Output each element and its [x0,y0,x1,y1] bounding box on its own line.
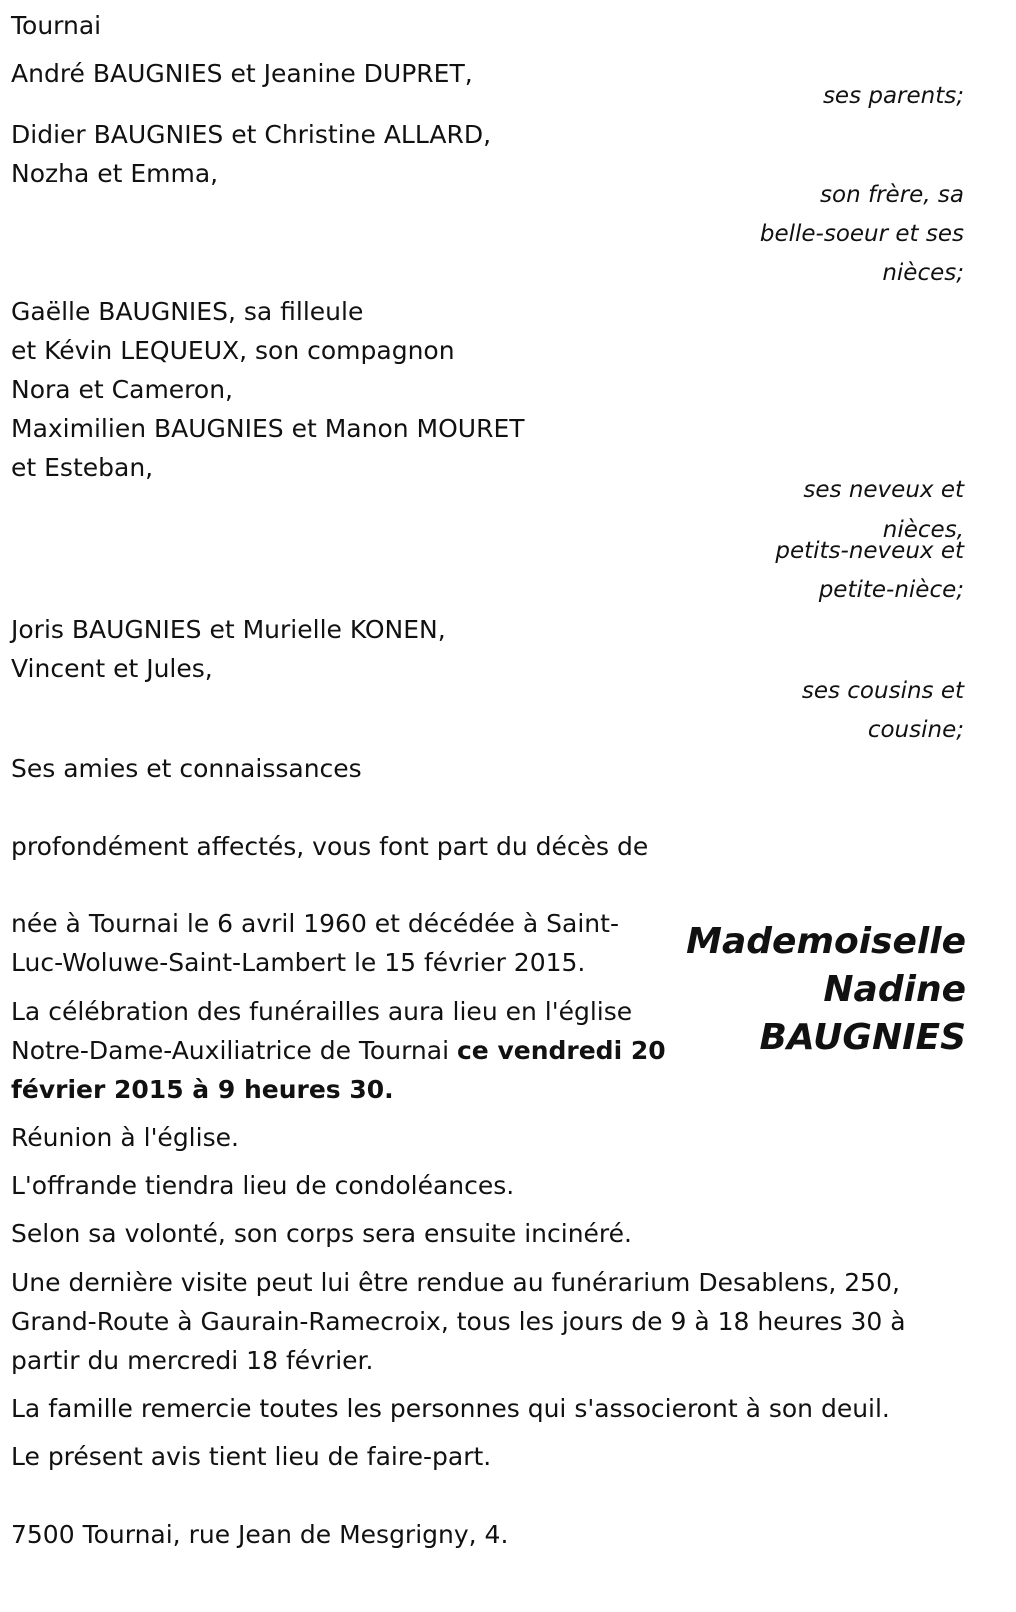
nephews-name-3: Nora et Cameron, [11,375,233,404]
ceremony-line-1: La célébration des funérailles aura lieu en l'église [11,997,633,1026]
deceased-first-name: Nadine [823,969,966,1010]
meeting-line: Réunion à l'église. [11,1123,239,1152]
nephews-relation-2: nièces, [882,517,964,543]
offering-line: L'offrande tiendra lieu de condoléances. [11,1171,515,1200]
siblings-name-2: Nozha et Emma, [11,159,219,188]
deceased-last-name: BAUGNIES [759,1017,966,1058]
deceased-name [666,918,966,1062]
visit-line-2: Grand-Route à Gaurain-Ramecroix, tous les jours de 9 à 18 heures 30 à [11,1307,906,1336]
nephews-name-4: Maximilien BAUGNIES et Manon MOURET [11,414,525,443]
thanks-line: La famille remercie toutes les personnes qui s'associeront à son deuil. [11,1394,890,1423]
ceremony-date-part-1: ce vendredi 20 [456,1036,666,1065]
announcement: profondément affectés, vous font part du décès de [11,832,649,861]
cremation-line: Selon sa volonté, son corps sera ensuite incinéré. [11,1219,632,1248]
siblings-name-1: Didier BAUGNIES et Christine ALLARD, [11,120,492,149]
siblings-relation-1: son frère, sa [820,182,964,208]
address-line: 7500 Tournai, rue Jean de Mesgrigny, 4. [11,1520,509,1549]
nephews-relation-3: petits-neveux et [775,538,964,564]
birth-death-line-1: née à Tournai le 6 avril 1960 et décédée à Saint- [11,909,619,938]
visit-line-1: Une dernière visite peut lui être rendue au funérarium Desablens, 250, [11,1268,900,1297]
ceremony-church: Notre-Dame-Auxiliatrice de Tournai [11,1036,457,1065]
nephews-name-1: Gaëlle BAUGNIES, sa filleule [11,297,364,326]
friends-line: Ses amies et connaissances [11,754,362,783]
visit-line-3: partir du mercredi 18 février. [11,1346,374,1375]
siblings-relation-3: nièces; [882,260,964,286]
cousins-relation-2: cousine; [867,717,964,743]
ceremony-line-2 [11,1031,666,1070]
cousins-relation-1: ses cousins et [801,678,964,704]
deceased-title: Mademoiselle [686,921,966,962]
nephews-relation-1: ses neveux et [803,477,964,503]
siblings-relation-2: belle-soeur et ses [759,221,964,247]
ceremony-date-part-2: février 2015 à 9 heures 30. [11,1075,394,1104]
cousins-name-1: Joris BAUGNIES et Murielle KONEN, [11,615,446,644]
parents-relation: ses parents; [822,83,964,109]
birth-death-line-2: Luc-Woluwe-Saint-Lambert le 15 février 2015. [11,948,586,977]
location-header: Tournai [11,11,102,40]
nephews-name-5: et Esteban, [11,453,154,482]
nephews-relation-4: petite-nièce; [818,577,964,603]
notice-line: Le présent avis tient lieu de faire-part. [11,1442,492,1471]
parents-names: André BAUGNIES et Jeanine DUPRET, [11,59,473,88]
nephews-name-2: et Kévin LEQUEUX, son compagnon [11,336,455,365]
cousins-name-2: Vincent et Jules, [11,654,213,683]
